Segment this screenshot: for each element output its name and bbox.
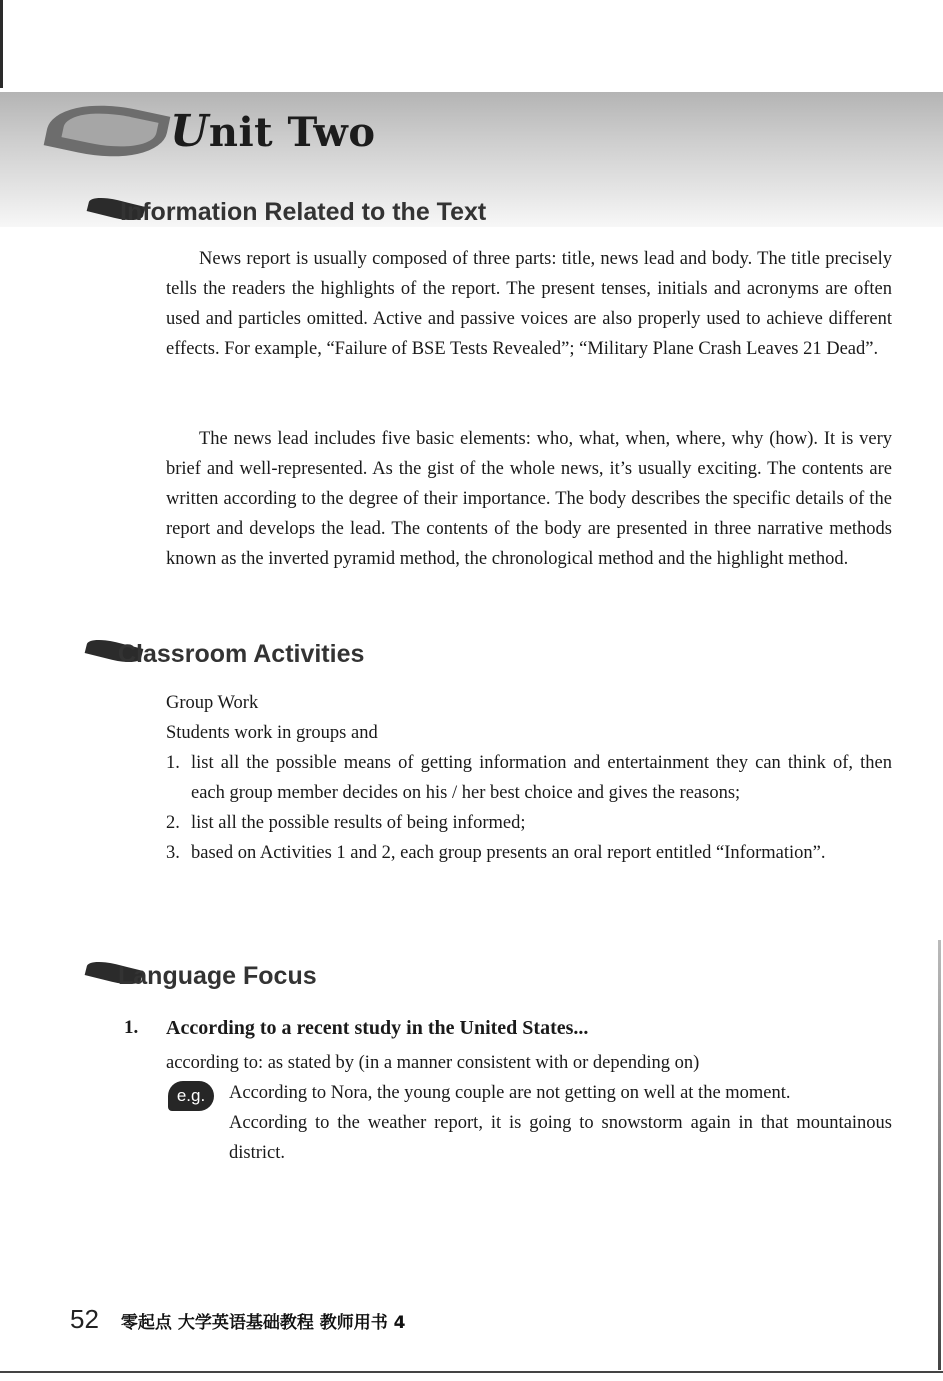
list-item-number: 2.: [166, 813, 180, 833]
book-title: 零起点 大学英语基础教程 教师用书 4: [120, 1313, 406, 1333]
page-edge-bottom: [0, 1371, 943, 1373]
activities-intro: Students work in groups and: [166, 723, 378, 743]
unit-title: [170, 106, 376, 157]
section-heading-label: Language Focus: [118, 961, 317, 990]
eg-badge: e.g.: [168, 1081, 214, 1111]
activities-list: [166, 748, 892, 868]
section-heading-information: [88, 190, 608, 234]
unit-title-initial: U: [170, 106, 209, 157]
focus-item-heading: According to a recent study in the United States...: [166, 1017, 589, 1039]
example-sentence: According to Nora, the young couple are not getting on well at the moment.: [229, 1083, 791, 1103]
page-edge-left: [0, 0, 3, 88]
section-heading-label: Information Related to the Text: [120, 197, 487, 226]
list-item: [166, 808, 892, 838]
section-heading-language: [86, 954, 366, 998]
list-item-text: based on Activities 1 and 2, each group presents an oral report entitled “Information”.: [191, 843, 826, 863]
section-heading-classroom: [86, 632, 416, 676]
group-work-label: Group Work: [166, 693, 259, 713]
example-sentence: According to the weather report, it is going to snowstorm again in that mountainous district.: [229, 1113, 892, 1163]
focus-definition: according to: as stated by (in a manner consistent with or depending on): [166, 1053, 700, 1073]
list-item: [166, 838, 892, 868]
focus-item-number: 1.: [124, 1017, 139, 1038]
paragraph-news-report: News report is usually composed of three parts: title, news lead and body. The title precisely tells the readers the highlights of the report. The present tenses, initials and acronyms are often used and particles omitted. Active and passive voices are also properly used to achieve different effects. For example, “Failure of BSE Tests Revealed”; “Military Plane Crash Leaves 21 Dead”.: [166, 249, 892, 359]
list-item-text: list all the possible means of getting information and entertainment they can think of, then each group member decides on his / her best choice and gives the reasons;: [191, 753, 892, 803]
page-edge-right: [938, 940, 941, 1370]
list-item-number: 3.: [166, 843, 180, 863]
page-footer: [70, 1304, 406, 1335]
example-sentences: [229, 1078, 892, 1168]
list-item-number: 1.: [166, 753, 180, 773]
section-heading-label: Classroom Activities: [118, 639, 365, 668]
unit-title-rest: nit Two: [208, 109, 376, 156]
page-number: 52: [70, 1304, 99, 1334]
list-item: [166, 748, 892, 808]
list-item-text: list all the possible results of being informed;: [191, 813, 526, 833]
paragraph-news-lead: The news lead includes five basic elements: who, what, when, where, why (how). It is very brief and well-represented. As the gist of the whole news, it’s usually exciting. The contents are written according to the degree of their importance. The body describes the specific details of the report and develops the lead. The contents of the body are presented in three narrative methods known as the inverted pyramid method, the chronological method and the highlight method.: [166, 429, 892, 569]
